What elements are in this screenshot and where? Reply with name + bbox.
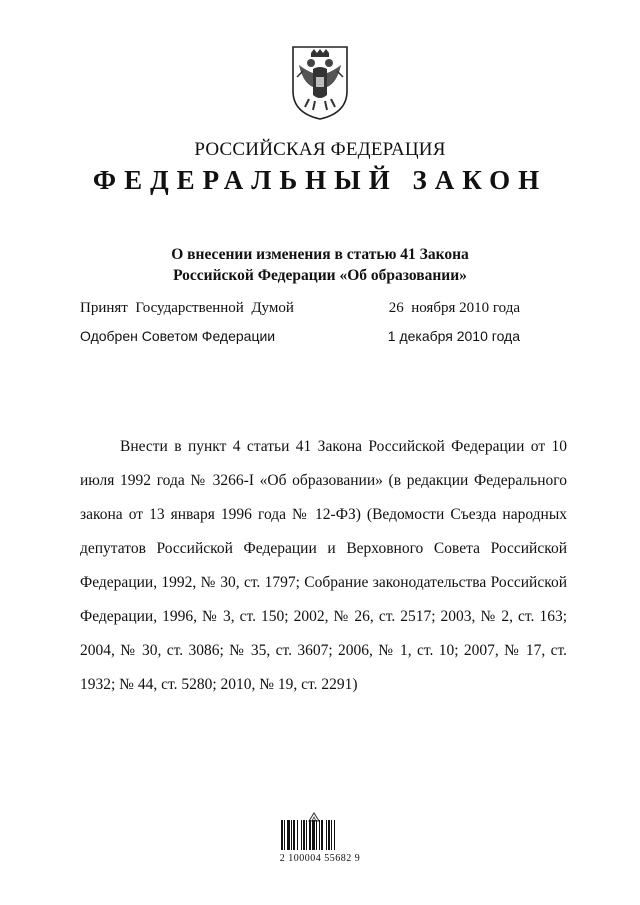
council-approval-date: 1 декабря 2010 года [387, 328, 520, 344]
document-type-heading: ФЕДЕРАЛЬНЫЙ ЗАКОН [92, 165, 548, 195]
law-body [80, 430, 567, 702]
law-title [0, 244, 640, 286]
duma-adoption-label: Принят Государственной Думой [80, 300, 294, 316]
law-title-line-2: Российской Федерации «Об образовании» [173, 267, 467, 284]
council-approval-label: Одобрен Советом Федерации [80, 328, 276, 344]
body-paragraph: Внести в пункт 4 статьи 41 Закона Российской Федерации от 10 июля 1992 года № 3266-I «Об образовании» (в редакции Федерального закона от 13 января 1996 года № 12-ФЗ) (Ведомости Съезда народных депутатов Российской Федерации и Верховного Совета Российской Федерации, 1992, № 30, ст. 1797; Собрание законодательства Российской Федерации, 1996, № 3, ст. 150; 2002, № 26, ст. 2517; 2003, № 2, ст. 163; 2004, № 30, ст. 3086; № 35, ст. 3607; 2006, № 1, ст. 10; 2007, № 17, ст. 1932; № 44, ст. 5280; 2010, № 19, ст. 2291) [80, 438, 567, 693]
coat-of-arms-icon [289, 43, 351, 121]
barcode-number: 2 100004 55682 9 [279, 853, 361, 864]
law-title-line-1: О внесении изменения в статью 41 Закона [171, 246, 469, 263]
barcode-icon [281, 820, 359, 850]
duma-adoption-date: 26 ноября 2010 года [388, 300, 520, 316]
country-heading: РОССИЙСКАЯ ФЕДЕРАЦИЯ [194, 139, 446, 160]
